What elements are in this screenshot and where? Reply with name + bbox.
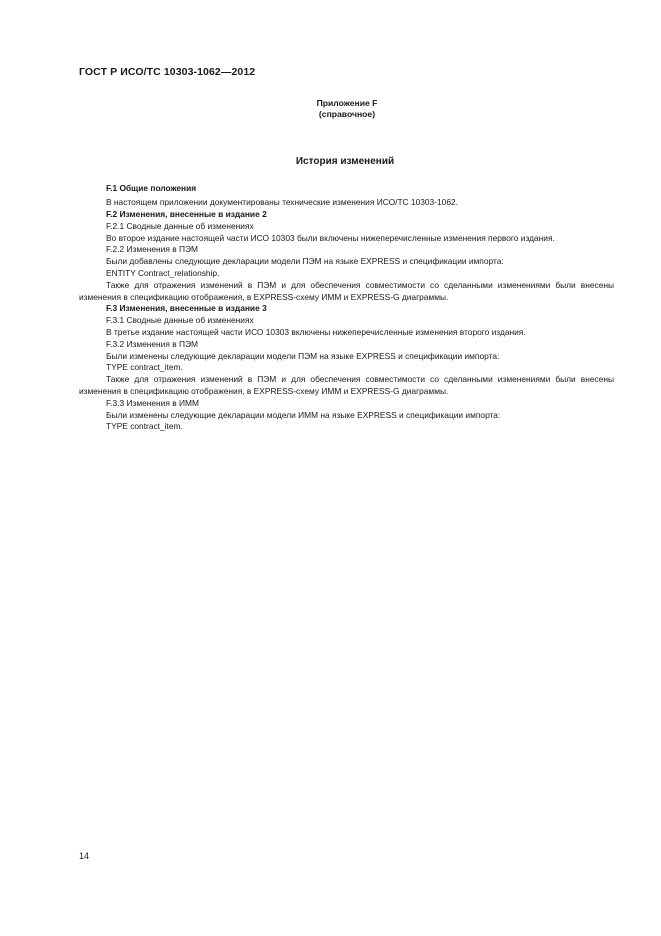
paragraph: В третье издание настоящей части ИСО 10303 включены нижеперечисленные изменения второго издания. xyxy=(106,327,526,338)
paragraph: Были изменены следующие декларации модели ИММ на языке EXPRESS и спецификации импорта: xyxy=(106,409,501,420)
section-title: История изменений xyxy=(295,156,395,167)
paragraph: TYPE contract_item. xyxy=(106,421,183,432)
section-heading: F.1 Общие положения xyxy=(106,183,197,193)
page-number: 14 xyxy=(79,851,90,861)
paragraph: F.3.3 Изменения в ИММ xyxy=(106,397,199,408)
paragraph: Также для отражения изменений в ПЭМ и для обеспечения совместимости со сделанными изменениями были внесены изменения в спецификацию отображения, в EXPRESS-схему ИММ и EXPRESS-G диаграммы. xyxy=(79,374,614,397)
paragraph: F.2.1 Сводные данные об изменениях xyxy=(106,220,254,231)
paragraph: F.2.2 Изменения в ПЭМ xyxy=(106,244,198,255)
document-code: ГОСТ Р ИСО/ТС 10303-1062—2012 xyxy=(79,66,256,78)
paragraph: Также для отражения изменений в ПЭМ и для обеспечения совместимости со сделанными изменениями были внесены изменения в спецификацию отображения, в EXPRESS-схему ИММ и EXPRESS-G диаграммы. xyxy=(79,279,614,302)
annex-subtitle: (справочное) xyxy=(318,109,376,119)
annex-title: Приложение F xyxy=(316,98,378,108)
paragraph: F.3.1 Сводные данные об изменениях xyxy=(106,315,254,326)
paragraph: Были добавлены следующие декларации модели ПЭМ на языке EXPRESS и спецификации импорта: xyxy=(106,256,504,267)
paragraph: TYPE contract_item. xyxy=(106,362,183,373)
section-heading: F.3 Изменения, внесенные в издание 3 xyxy=(106,303,267,314)
document-body xyxy=(79,183,614,433)
paragraph: ENTITY Contract_relationship. xyxy=(106,268,220,279)
paragraph: Во второе издание настоящей части ИСО 10303 были включены нижеперечисленные изменения первого издания. xyxy=(106,232,555,243)
section-heading: F.2 Изменения, внесенные в издание 2 xyxy=(106,209,267,220)
paragraph: Были изменены следующие декларации модели ПЭМ на языке EXPRESS и спецификации импорта: xyxy=(106,350,500,361)
paragraph: F.3.2 Изменения в ПЭМ xyxy=(106,338,198,349)
annex-heading xyxy=(212,98,482,120)
paragraph: В настоящем приложении документированы технические изменения ИСО/ТС 10303-1062. xyxy=(106,197,458,208)
